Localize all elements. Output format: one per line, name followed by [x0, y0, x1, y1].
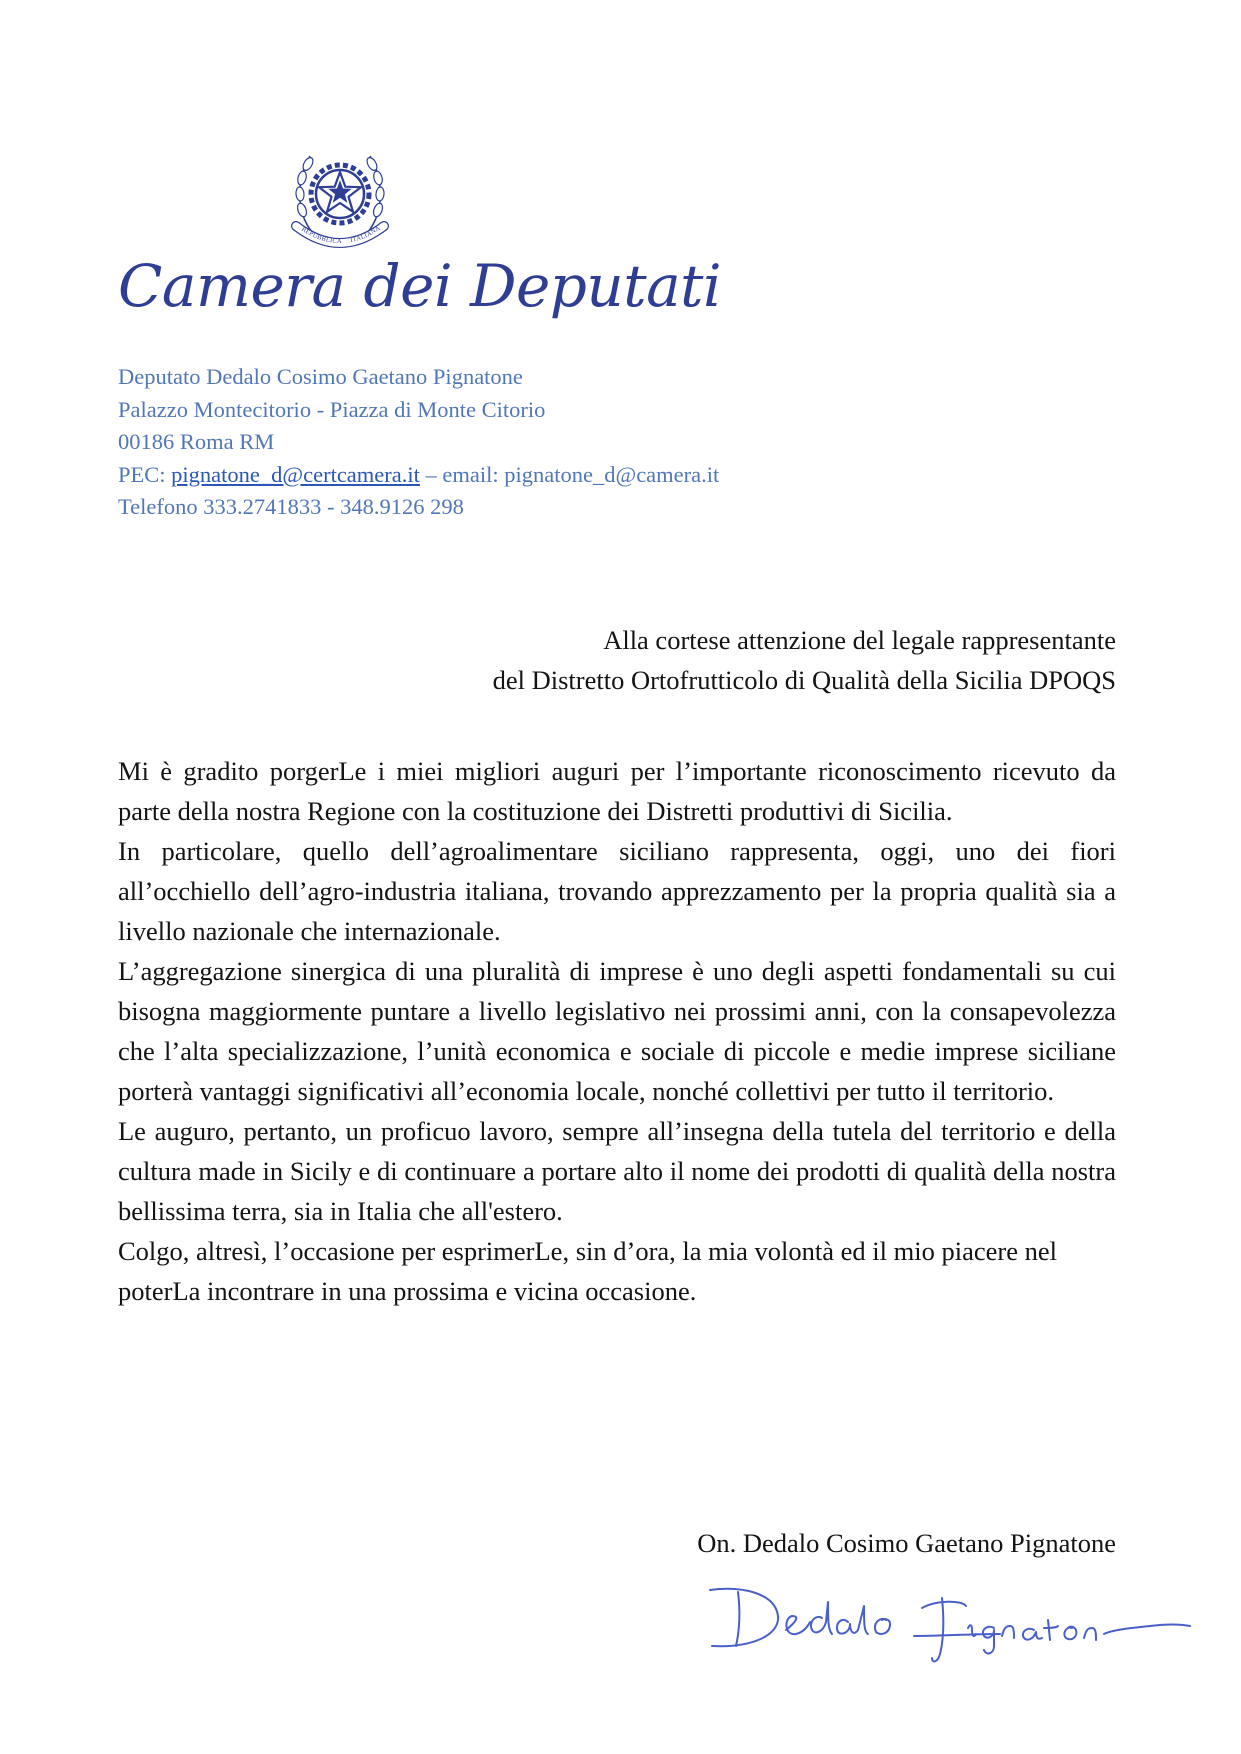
contact-email: – email: pignatone_d@camera.it [419, 461, 720, 487]
contact-block [118, 361, 719, 524]
handwritten-signature-icon [700, 1578, 1200, 1688]
pec-email-link[interactable]: pignatone_d@certcamera.it [171, 461, 420, 487]
body-paragraph: Le auguro, pertanto, un proficuo lavoro, sempre all’insegna della tutela del territorio e della cultura made in Sicily e di continuare a portare alto il nome dei prodotti di qualità della nostra bellissima terra, sia in Italia che all'estero. [118, 1116, 1116, 1226]
letter-body [118, 751, 1116, 1311]
recipient-line-1: Alla cortese attenzione del legale rappresentante [603, 625, 1116, 655]
contact-address: Palazzo Montecitorio - Piazza di Monte Citorio [118, 396, 546, 422]
contact-pec-email-line [118, 459, 719, 492]
recipient-block [493, 620, 1116, 700]
emblem-ribbon-text-right: ITALIANA [349, 224, 382, 244]
letterhead-org-name: Camera dei Deputati [118, 252, 722, 320]
contact-deputy-name: Deputato Dedalo Cosimo Gaetano Pignatone [118, 364, 523, 389]
contact-pec-label: PEC: [118, 461, 172, 487]
italian-republic-emblem-icon [290, 140, 390, 252]
contact-phone: Telefono 333.2741833 - 348.9126 298 [118, 494, 464, 519]
emblem-ribbon-text-left: REPUBBLICA [300, 225, 342, 246]
body-paragraph: Mi è gradito porgerLe i miei migliori auguri per l’importante riconoscimento ricevuto da parte della nostra Regione con la costituzione dei Distretti produttivi di Sicilia. [118, 756, 1116, 826]
body-paragraph: Colgo, altresì, l’occasione per esprimerLe, sin d’ora, la mia volontà ed il mio piacere nel poterLa incontrare in una prossima e vicina occasione. [118, 1236, 1057, 1306]
recipient-line-2: del Distretto Ortofrutticolo di Qualità della Sicilia DPOQS [492, 665, 1116, 695]
contact-postcode-city: 00186 Roma RM [118, 429, 275, 454]
body-paragraph: L’aggregazione sinergica di una pluralità di imprese è uno degli aspetti fondamentali su cui bisogna maggiormente puntare a livello legislativo nei prossimi anni, con la consapevolezza che l’alta specializzazione, l’unità economica e sociale di piccole e medie imprese siciliane porterà vantaggi significativi all’economia locale, nonché collettivi per tutto il territorio. [118, 956, 1116, 1106]
body-paragraph: In particolare, quello dell’agroalimentare siciliano rappresenta, oggi, uno dei fiori all’occhiello dell’agro-industria italiana, trovando apprezzamento per la propria qualità sia a livello nazionale che internazionale. [118, 836, 1116, 946]
signatory-name: On. Dedalo Cosimo Gaetano Pignatone [697, 1528, 1116, 1558]
